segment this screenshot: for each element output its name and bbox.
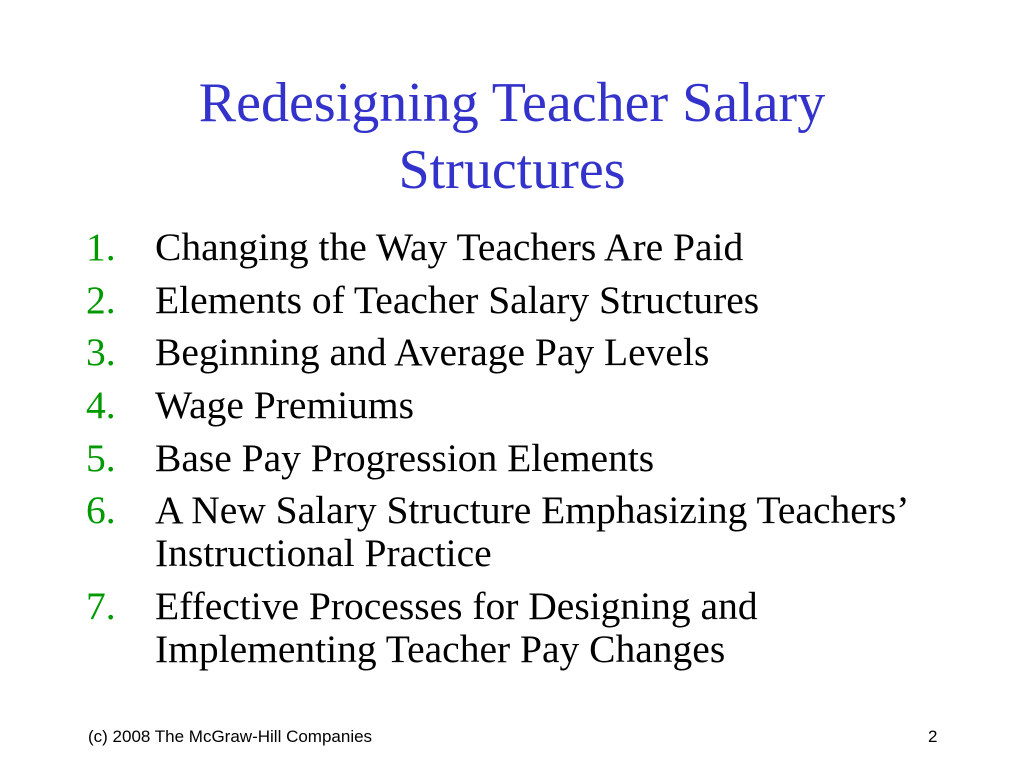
list-item [0,279,1024,322]
list-item [0,585,1024,671]
list-item [0,384,1024,427]
item-number: 5. [86,435,116,480]
item-text: A New Salary Structure Emphasizing Teachers’ Instructional Practice [155,488,907,576]
item-text: Wage Premiums [155,383,415,428]
item-number: 7. [86,584,116,629]
list-item [0,331,1024,374]
item-text: Base Pay Progression Elements [155,435,655,480]
item-text: Elements of Teacher Salary Structures [155,277,760,322]
item-number: 2. [86,277,116,322]
item-text: Effective Processes for Designing and Implementing Teacher Pay Changes [155,584,758,672]
copyright-footer: (c) 2008 The McGraw-Hill Companies [88,727,373,746]
item-number: 6. [86,488,116,533]
page-number: 2 [928,727,938,746]
item-number: 4. [86,383,116,428]
item-text: Changing the Way Teachers Are Paid [155,225,744,269]
item-number: 1. [86,225,116,269]
item-text: Beginning and Average Pay Levels [155,330,710,375]
list-item [0,437,1024,480]
item-number: 3. [86,330,116,375]
slide-title: Redesigning Teacher Salary Structures [198,72,826,201]
list-item [0,226,1024,269]
list-item [0,489,1024,575]
numbered-list [0,226,1024,681]
